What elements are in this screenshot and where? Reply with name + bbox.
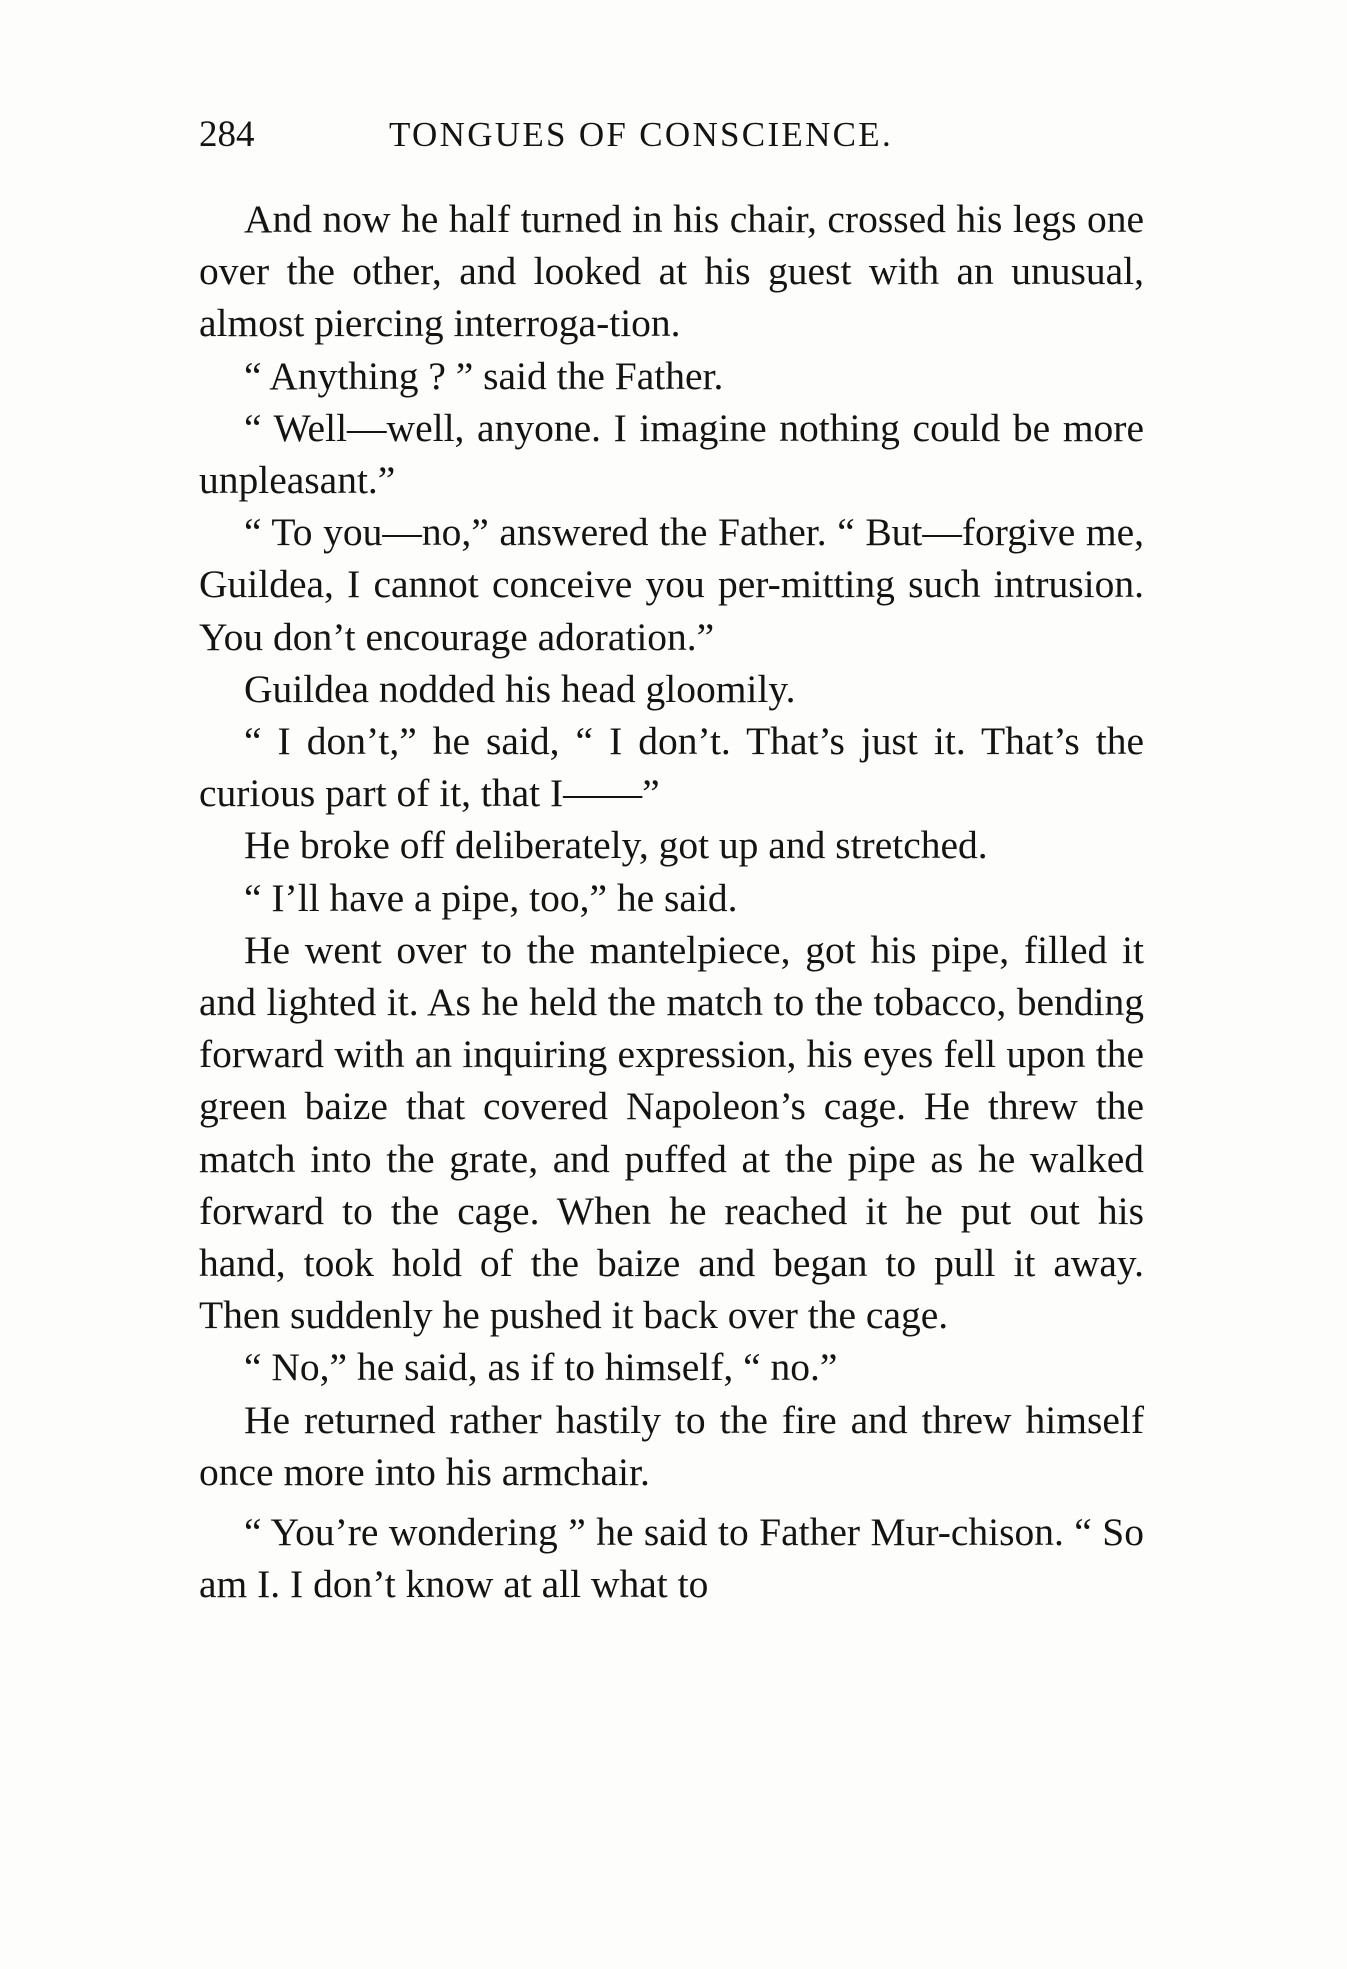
paragraph: “ To you—no,” answered the Father. “ But—forgive me, Guildea, I cannot conceive you per-mitting such intrusion. You don’t encourage adoration.”: [199, 510, 1144, 659]
page-header: [199, 110, 1144, 160]
page-body: [199, 193, 1144, 1610]
paragraph: He returned rather hastily to the fire and threw himself once more into his armchair.: [199, 1397, 1144, 1494]
page-number: 284: [199, 114, 255, 155]
book-page: [199, 110, 1144, 1890]
running-title: TONGUES OF CONSCIENCE.: [389, 115, 894, 154]
paragraph: “ Well—well, anyone. I imagine nothing could be more unpleasant.”: [199, 405, 1144, 503]
paragraph: Guildea nodded his head gloomily.: [244, 666, 796, 711]
paragraph: “ I don’t,” he said, “ I don’t. That’s just it. That’s the curious part of it, that I——”: [199, 719, 1144, 816]
paragraph: “ I’ll have a pipe, too,” he said.: [244, 875, 738, 920]
paragraph: “ No,” he said, as if to himself, “ no.”: [244, 1345, 838, 1390]
paragraph: He broke off deliberately, got up and stretched.: [244, 823, 988, 868]
paragraph: He went over to the mantelpiece, got his pipe, filled it and lighted it. As he held the match to the tobacco, bending forward with an inquiring expression, his eyes fell upon the green baize that covered Napoleon’s cage. He threw the match into the grate, and puffed at the pipe as he walked forward to the cage. When he reached it he put out his hand, took hold of the baize and began to pull it away. Then suddenly he pushed it back over the cage.: [199, 927, 1144, 1338]
paragraph: “ You’re wondering ” he said to Father Mur-chison. “ So am I. I don’t know at all what to: [199, 1510, 1144, 1607]
paragraph: “ Anything ? ” said the Father.: [244, 353, 724, 398]
paragraph: And now he half turned in his chair, crossed his legs one over the other, and looked at his guest with an unusual, almost piercing interroga-tion.: [199, 197, 1144, 346]
